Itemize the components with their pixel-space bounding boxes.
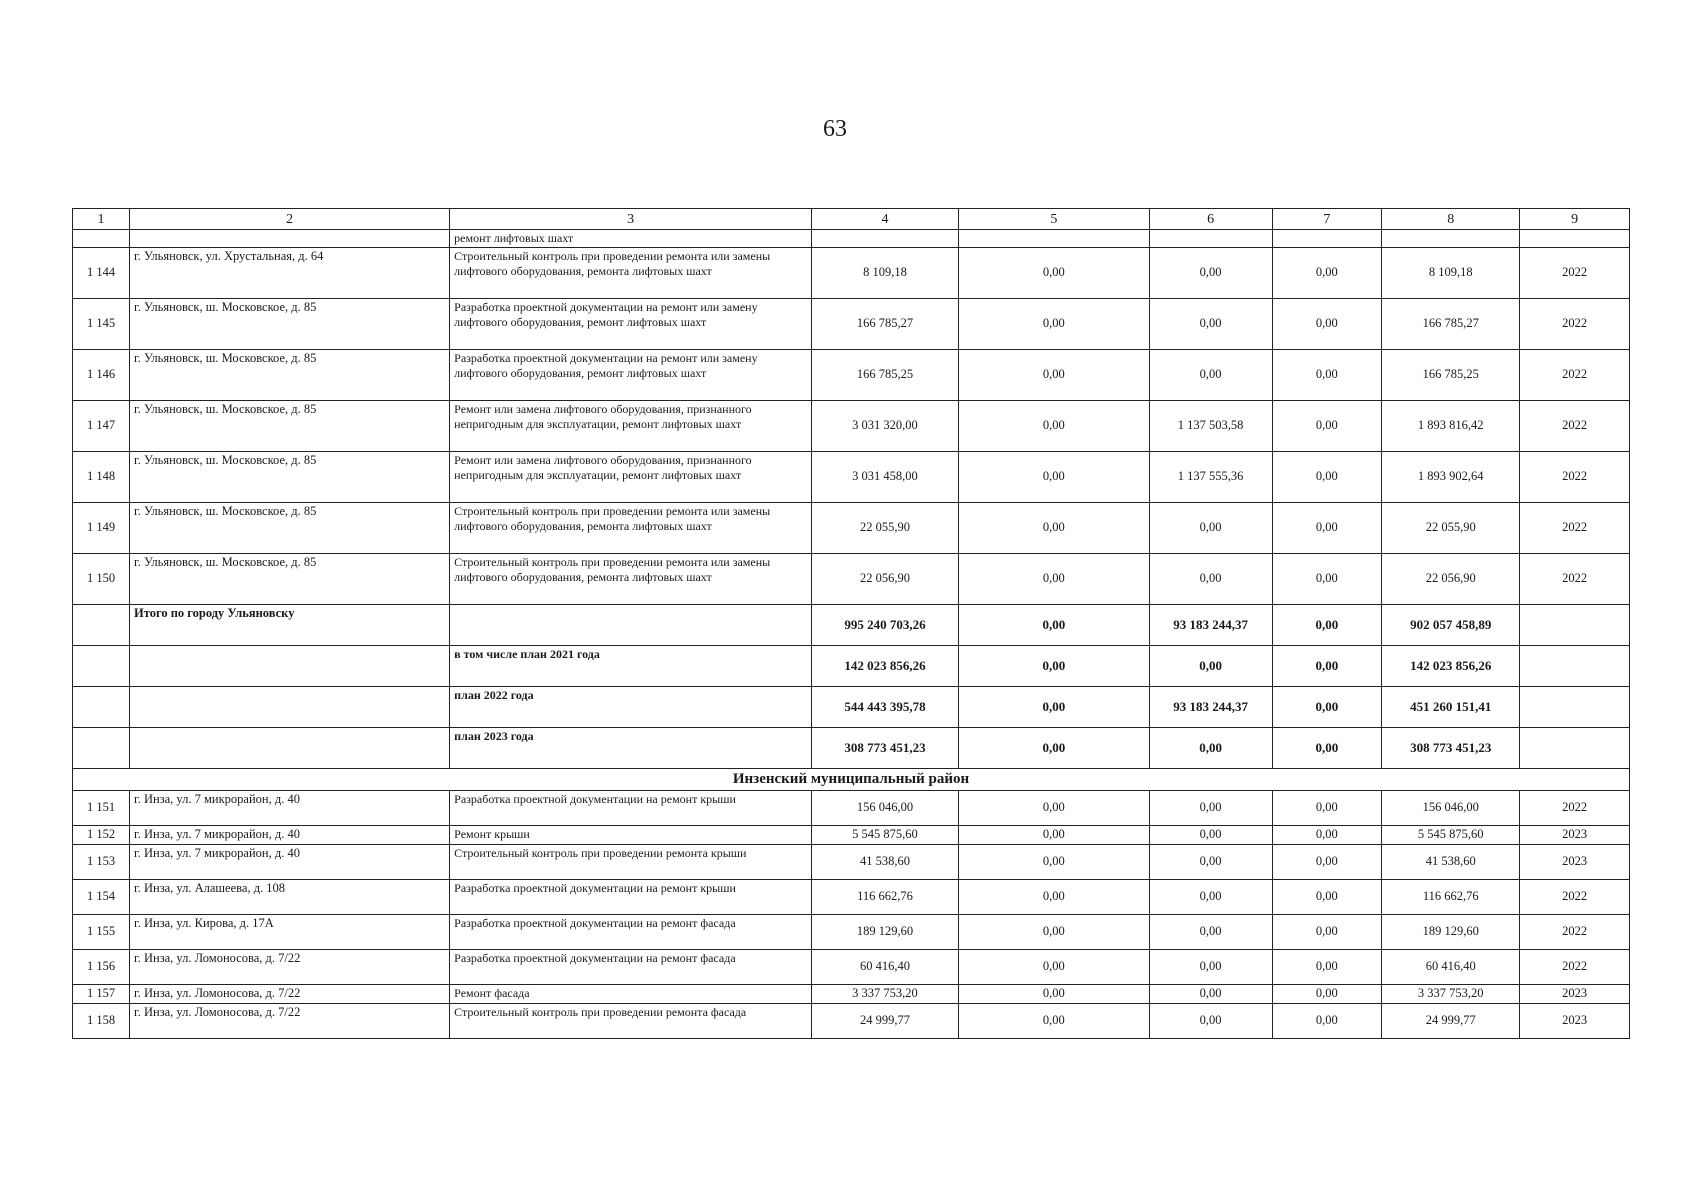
row-col7-value: 0,00: [1272, 844, 1382, 879]
row-address: г. Ульяновск, ш. Московское, д. 85: [130, 299, 450, 350]
row-work-type: Строительный контроль при проведении ремонта крыши: [450, 844, 812, 879]
row-col5-value: 0,00: [958, 1003, 1149, 1038]
row-col8-value: 22 056,90: [1382, 554, 1520, 605]
total-col7: 0,00: [1272, 605, 1382, 646]
row-year: 2022: [1520, 452, 1630, 503]
row-number: 1 144: [73, 248, 130, 299]
total-col8: 308 773 451,23: [1382, 728, 1520, 769]
total-label: Итого по городу Ульяновску: [130, 605, 450, 646]
row-work-type: Строительный контроль при проведении ремонта или замены лифтового оборудования, ремонта лифтовых шахт: [450, 248, 812, 299]
total-plan-label: в том числе план 2021 года: [450, 646, 812, 687]
row-col5-value: 0,00: [958, 452, 1149, 503]
row-number: 1 155: [73, 914, 130, 949]
row-col7-value: 0,00: [1272, 914, 1382, 949]
total-cost: 544 443 395,78: [812, 687, 959, 728]
row-col6-value: 0,00: [1149, 554, 1272, 605]
row-col6-value: 0,00: [1149, 299, 1272, 350]
table-row: [73, 554, 1630, 605]
row-col5-value: 0,00: [958, 554, 1149, 605]
row-year: 2022: [1520, 350, 1630, 401]
total-label: [130, 728, 450, 769]
total-spacer: [73, 728, 130, 769]
row-address: г. Инза, ул. 7 микрорайон, д. 40: [130, 844, 450, 879]
total-col5: 0,00: [958, 728, 1149, 769]
row-col7-value: 0,00: [1272, 401, 1382, 452]
row-col6-value: 0,00: [1149, 825, 1272, 844]
row-col6-value: 0,00: [1149, 248, 1272, 299]
row-col5-value: 0,00: [958, 879, 1149, 914]
row-col8-value: 166 785,25: [1382, 350, 1520, 401]
total-plan-label: план 2023 года: [450, 728, 812, 769]
continuation-row: [73, 230, 1630, 248]
row-col7-value: 0,00: [1272, 452, 1382, 503]
total-row: [73, 728, 1630, 769]
row-col8-value: 1 893 902,64: [1382, 452, 1520, 503]
total-spacer: [73, 687, 130, 728]
row-year: 2023: [1520, 984, 1630, 1003]
row-col7-value: 0,00: [1272, 554, 1382, 605]
row-work-type: Разработка проектной документации на ремонт крыши: [450, 879, 812, 914]
row-number: 1 147: [73, 401, 130, 452]
row-col8-value: 60 416,40: [1382, 949, 1520, 984]
row-number: 1 158: [73, 1003, 130, 1038]
row-address: г. Ульяновск, ш. Московское, д. 85: [130, 401, 450, 452]
total-col7: 0,00: [1272, 646, 1382, 687]
row-address: г. Ульяновск, ш. Московское, д. 85: [130, 554, 450, 605]
row-work-type: Разработка проектной документации на ремонт или замену лифтового оборудования, ремонт лифтовых шахт: [450, 299, 812, 350]
row-col5-value: 0,00: [958, 248, 1149, 299]
row-col6-value: 0,00: [1149, 984, 1272, 1003]
column-header: 6: [1149, 209, 1272, 230]
table-row: [73, 879, 1630, 914]
row-col5-value: 0,00: [958, 350, 1149, 401]
row-address: г. Инза, ул. Ломоносова, д. 7/22: [130, 1003, 450, 1038]
row-total-cost: 60 416,40: [812, 949, 959, 984]
total-year-blank: [1520, 646, 1630, 687]
row-col6-value: 0,00: [1149, 350, 1272, 401]
row-address: г. Инза, ул. Ломоносова, д. 7/22: [130, 984, 450, 1003]
row-address: г. Ульяновск, ш. Московское, д. 85: [130, 452, 450, 503]
table-row: [73, 790, 1630, 825]
row-col8-value: 1 893 816,42: [1382, 401, 1520, 452]
total-col6: 93 183 244,37: [1149, 687, 1272, 728]
row-year: 2022: [1520, 790, 1630, 825]
row-col8-value: 116 662,76: [1382, 879, 1520, 914]
row-address: г. Ульяновск, ш. Московское, д. 85: [130, 503, 450, 554]
row-number: 1 148: [73, 452, 130, 503]
table-row: [73, 844, 1630, 879]
row-col6-value: 0,00: [1149, 949, 1272, 984]
row-address: г. Инза, ул. Кирова, д. 17А: [130, 914, 450, 949]
row-year: 2022: [1520, 401, 1630, 452]
row-total-cost: 156 046,00: [812, 790, 959, 825]
row-work-type: Ремонт или замена лифтового оборудования, признанного непригодным для эксплуатации, ремонт лифтовых шахт: [450, 452, 812, 503]
capital-repair-table: [72, 208, 1630, 1039]
row-col6-value: 0,00: [1149, 503, 1272, 554]
total-plan-label: [450, 605, 812, 646]
row-address: г. Ульяновск, ул. Хрустальная, д. 64: [130, 248, 450, 299]
column-header: 8: [1382, 209, 1520, 230]
total-cost: 995 240 703,26: [812, 605, 959, 646]
row-number: 1 154: [73, 879, 130, 914]
total-label: [130, 646, 450, 687]
total-col6: 0,00: [1149, 728, 1272, 769]
row-col5-value: 0,00: [958, 825, 1149, 844]
row-col8-value: 166 785,27: [1382, 299, 1520, 350]
total-col7: 0,00: [1272, 728, 1382, 769]
row-col8-value: 22 055,90: [1382, 503, 1520, 554]
row-total-cost: 189 129,60: [812, 914, 959, 949]
row-col8-value: 189 129,60: [1382, 914, 1520, 949]
table-row: [73, 1003, 1630, 1038]
row-col7-value: 0,00: [1272, 1003, 1382, 1038]
row-total-cost: 3 337 753,20: [812, 984, 959, 1003]
row-col7-value: 0,00: [1272, 299, 1382, 350]
row-work-type: Строительный контроль при проведении ремонта фасада: [450, 1003, 812, 1038]
column-header: 3: [450, 209, 812, 230]
page-number: 63: [823, 116, 847, 142]
total-col8: 142 023 856,26: [1382, 646, 1520, 687]
row-number: 1 157: [73, 984, 130, 1003]
total-col8: 902 057 458,89: [1382, 605, 1520, 646]
table-row: [73, 914, 1630, 949]
row-col7-value: 0,00: [1272, 350, 1382, 401]
total-spacer: [73, 605, 130, 646]
row-col8-value: 8 109,18: [1382, 248, 1520, 299]
continuation-text: ремонт лифтовых шахт: [450, 230, 812, 248]
total-year-blank: [1520, 728, 1630, 769]
total-plan-label: план 2022 года: [450, 687, 812, 728]
column-header: 7: [1272, 209, 1382, 230]
row-col6-value: 0,00: [1149, 790, 1272, 825]
total-col5: 0,00: [958, 646, 1149, 687]
column-header: 9: [1520, 209, 1630, 230]
row-work-type: Разработка проектной документации на ремонт крыши: [450, 790, 812, 825]
row-col7-value: 0,00: [1272, 503, 1382, 554]
table-row: [73, 949, 1630, 984]
row-col5-value: 0,00: [958, 401, 1149, 452]
column-header: 1: [73, 209, 130, 230]
row-col7-value: 0,00: [1272, 825, 1382, 844]
total-year-blank: [1520, 687, 1630, 728]
row-total-cost: 5 545 875,60: [812, 825, 959, 844]
row-col6-value: 1 137 555,36: [1149, 452, 1272, 503]
row-col6-value: 0,00: [1149, 879, 1272, 914]
row-work-type: Ремонт или замена лифтового оборудования, признанного непригодным для эксплуатации, ремонт лифтовых шахт: [450, 401, 812, 452]
column-header: 2: [130, 209, 450, 230]
row-total-cost: 8 109,18: [812, 248, 959, 299]
row-total-cost: 3 031 320,00: [812, 401, 959, 452]
row-year: 2022: [1520, 914, 1630, 949]
total-col5: 0,00: [958, 687, 1149, 728]
row-col7-value: 0,00: [1272, 248, 1382, 299]
total-row: [73, 687, 1630, 728]
row-number: 1 151: [73, 790, 130, 825]
row-address: г. Инза, ул. 7 микрорайон, д. 40: [130, 825, 450, 844]
total-cost: 142 023 856,26: [812, 646, 959, 687]
row-col6-value: 1 137 503,58: [1149, 401, 1272, 452]
table-row: [73, 984, 1630, 1003]
row-year: 2023: [1520, 1003, 1630, 1038]
total-row: [73, 605, 1630, 646]
section-title-row: [73, 769, 1630, 791]
row-total-cost: 41 538,60: [812, 844, 959, 879]
table-row: [73, 350, 1630, 401]
row-col8-value: 24 999,77: [1382, 1003, 1520, 1038]
total-year-blank: [1520, 605, 1630, 646]
row-work-type: Строительный контроль при проведении ремонта или замены лифтового оборудования, ремонта лифтовых шахт: [450, 503, 812, 554]
column-header: 5: [958, 209, 1149, 230]
row-col7-value: 0,00: [1272, 879, 1382, 914]
row-col8-value: 41 538,60: [1382, 844, 1520, 879]
row-year: 2022: [1520, 949, 1630, 984]
row-year: 2023: [1520, 825, 1630, 844]
row-year: 2022: [1520, 299, 1630, 350]
row-work-type: Разработка проектной документации на ремонт фасада: [450, 914, 812, 949]
row-total-cost: 3 031 458,00: [812, 452, 959, 503]
row-col5-value: 0,00: [958, 503, 1149, 554]
row-col5-value: 0,00: [958, 844, 1149, 879]
row-col7-value: 0,00: [1272, 984, 1382, 1003]
total-col7: 0,00: [1272, 687, 1382, 728]
row-address: г. Инза, ул. 7 микрорайон, д. 40: [130, 790, 450, 825]
row-col8-value: 5 545 875,60: [1382, 825, 1520, 844]
row-year: 2023: [1520, 844, 1630, 879]
row-col8-value: 3 337 753,20: [1382, 984, 1520, 1003]
table-row: [73, 452, 1630, 503]
row-address: г. Ульяновск, ш. Московское, д. 85: [130, 350, 450, 401]
section-title: Инзенский муниципальный район: [73, 769, 1630, 791]
total-row: [73, 646, 1630, 687]
total-col8: 451 260 151,41: [1382, 687, 1520, 728]
row-total-cost: 116 662,76: [812, 879, 959, 914]
row-number: 1 153: [73, 844, 130, 879]
total-label: [130, 687, 450, 728]
row-number: 1 150: [73, 554, 130, 605]
total-spacer: [73, 646, 130, 687]
column-header-row: [73, 209, 1630, 230]
row-total-cost: 166 785,25: [812, 350, 959, 401]
table-row: [73, 248, 1630, 299]
row-address: г. Инза, ул. Алашеева, д. 108: [130, 879, 450, 914]
row-col5-value: 0,00: [958, 790, 1149, 825]
row-work-type: Ремонт фасада: [450, 984, 812, 1003]
row-address: г. Инза, ул. Ломоносова, д. 7/22: [130, 949, 450, 984]
row-work-type: Ремонт крыши: [450, 825, 812, 844]
table-row: [73, 825, 1630, 844]
row-total-cost: 24 999,77: [812, 1003, 959, 1038]
table-row: [73, 299, 1630, 350]
total-col5: 0,00: [958, 605, 1149, 646]
table-row: [73, 401, 1630, 452]
row-total-cost: 22 056,90: [812, 554, 959, 605]
row-col7-value: 0,00: [1272, 790, 1382, 825]
row-year: 2022: [1520, 248, 1630, 299]
row-col8-value: 156 046,00: [1382, 790, 1520, 825]
row-col5-value: 0,00: [958, 984, 1149, 1003]
column-header: 4: [812, 209, 959, 230]
row-col5-value: 0,00: [958, 949, 1149, 984]
row-number: 1 145: [73, 299, 130, 350]
row-col5-value: 0,00: [958, 299, 1149, 350]
table-row: [73, 503, 1630, 554]
row-col6-value: 0,00: [1149, 914, 1272, 949]
row-work-type: Разработка проектной документации на ремонт фасада: [450, 949, 812, 984]
row-number: 1 149: [73, 503, 130, 554]
total-col6: 0,00: [1149, 646, 1272, 687]
row-work-type: Строительный контроль при проведении ремонта или замены лифтового оборудования, ремонта лифтовых шахт: [450, 554, 812, 605]
total-cost: 308 773 451,23: [812, 728, 959, 769]
row-work-type: Разработка проектной документации на ремонт или замену лифтового оборудования, ремонт лифтовых шахт: [450, 350, 812, 401]
row-col6-value: 0,00: [1149, 844, 1272, 879]
row-total-cost: 166 785,27: [812, 299, 959, 350]
total-col6: 93 183 244,37: [1149, 605, 1272, 646]
row-number: 1 156: [73, 949, 130, 984]
row-total-cost: 22 055,90: [812, 503, 959, 554]
row-col6-value: 0,00: [1149, 1003, 1272, 1038]
row-col7-value: 0,00: [1272, 949, 1382, 984]
row-number: 1 152: [73, 825, 130, 844]
row-year: 2022: [1520, 879, 1630, 914]
row-year: 2022: [1520, 503, 1630, 554]
row-number: 1 146: [73, 350, 130, 401]
row-col5-value: 0,00: [958, 914, 1149, 949]
row-year: 2022: [1520, 554, 1630, 605]
